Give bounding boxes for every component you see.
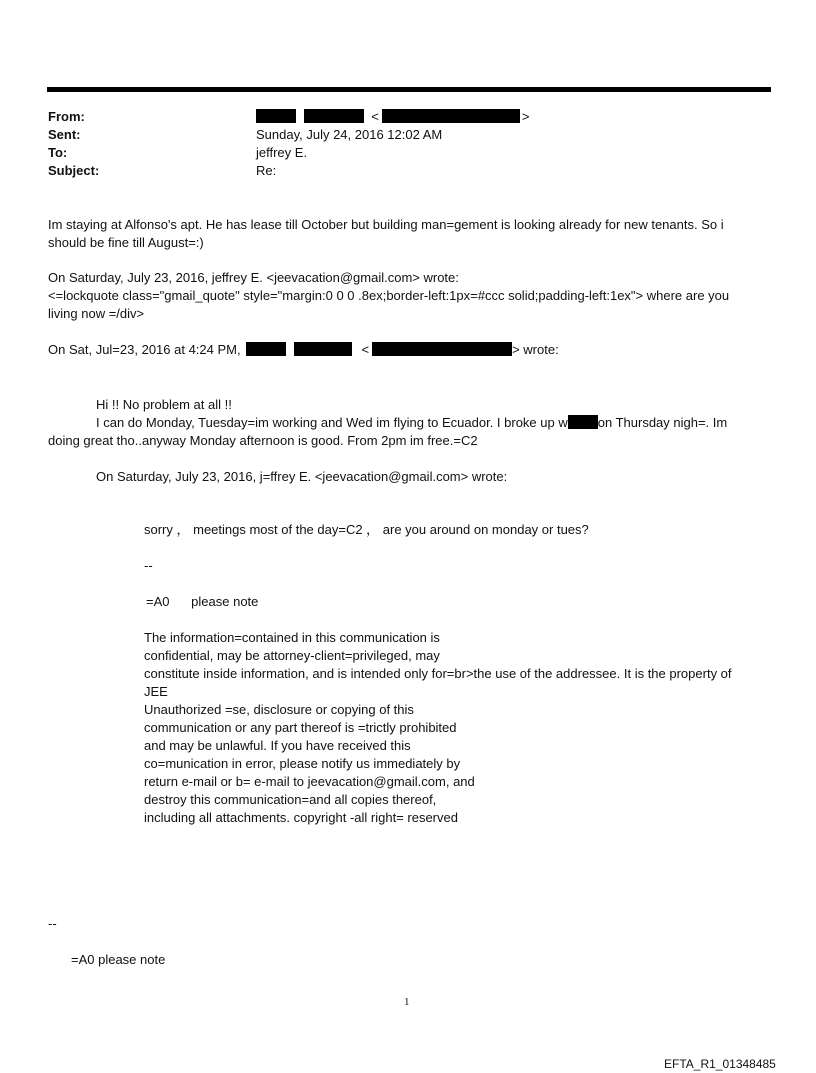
redaction-box bbox=[304, 109, 364, 123]
quote-1-line-3: doing great tho..anyway Monday afternoon is good. From 2pm im free.=C2 bbox=[48, 433, 478, 448]
subject-value: Re: bbox=[256, 163, 277, 178]
disclaimer-line: constitute inside information, and is intended only for=br>the use of the addressee. It is the property of bbox=[144, 666, 732, 681]
attribution-open-bracket: < bbox=[361, 342, 370, 357]
disclaimer-line: return e-mail or b= e-mail to jeevacation@gmail.com, and bbox=[144, 774, 475, 789]
redaction-box bbox=[246, 342, 286, 356]
subject-label: Subject: bbox=[48, 163, 100, 178]
disclaimer-line: and may be unlawful. If you have received this bbox=[144, 738, 411, 753]
from-close-bracket: > bbox=[521, 109, 530, 124]
redaction-box bbox=[256, 109, 296, 123]
footer-note: =A0 please note bbox=[71, 952, 166, 967]
disclaimer-line: Unauthorized =se, disclosure or copying of this bbox=[144, 702, 414, 717]
disclaimer-block bbox=[144, 629, 732, 827]
to-value: jeffrey E. bbox=[256, 145, 308, 160]
body-paragraph-2-line-2: <=lockquote class="gmail_quote" style="margin:0 0 0 .8ex;border-left:1px=#ccc solid;padding-left:1ex"> where are you bbox=[48, 288, 730, 303]
from-open-bracket: < bbox=[371, 109, 379, 124]
sent-label: Sent: bbox=[48, 127, 81, 142]
document-id: EFTA_R1_01348485 bbox=[664, 1057, 776, 1071]
redaction-box bbox=[382, 109, 520, 123]
quote-3-line-1: sorry ， meetings most of the day=C2 ， are you around on monday or tues? bbox=[144, 522, 589, 537]
quote-attribution-prefix: On Sat, Jul=23, 2016 at 4:24 PM, bbox=[48, 342, 241, 357]
attribution-suffix: > wrote: bbox=[512, 342, 559, 357]
body-paragraph-1-line-1: Im staying at Alfonso's apt. He has lease till October but building man=gement is looking already for new tenants. So i bbox=[48, 217, 724, 232]
redaction-box bbox=[372, 342, 512, 356]
header-rule bbox=[47, 87, 771, 92]
disclaimer-line: including all attachments. copyright -all right= reserved bbox=[144, 810, 458, 825]
disclaimer-line: confidential, may be attorney-client=privileged, may bbox=[144, 648, 440, 663]
quote-1-line-2-start: I can do Monday, Tuesday=im working and Wed im flying to Ecuador. I broke up w bbox=[96, 415, 568, 430]
quote-1-line-2 bbox=[96, 414, 727, 432]
quote-1-line-2-end: on Thursday nigh=. Im bbox=[597, 415, 728, 430]
body-paragraph-2-line-3: living now =/div> bbox=[48, 306, 145, 321]
quote-1-line-1: Hi !! No problem at all !! bbox=[96, 397, 232, 412]
footer-dashes: -- bbox=[48, 916, 57, 931]
disclaimer-line: communication or any part thereof is =trictly prohibited bbox=[144, 720, 457, 735]
to-label: To: bbox=[48, 145, 68, 160]
disclaimer-line: JEE bbox=[144, 684, 168, 699]
quote-3-note: =A0 please note bbox=[146, 594, 259, 609]
disclaimer-line: co=munication in error, please notify us immediately by bbox=[144, 756, 461, 771]
body-paragraph-1-line-2: should be fine till August=:) bbox=[48, 235, 204, 250]
body-paragraph-3 bbox=[48, 341, 559, 359]
sent-value: Sunday, July 24, 2016 12:02 AM bbox=[256, 127, 443, 142]
body-paragraph-2-line-1: On Saturday, July 23, 2016, jeffrey E. <jeevacation@gmail.com> wrote: bbox=[48, 270, 459, 285]
disclaimer-line: The information=contained in this communication is bbox=[144, 630, 440, 645]
quote-2-line-1: On Saturday, July 23, 2016, j=ffrey E. <jeevacation@gmail.com> wrote: bbox=[96, 469, 508, 484]
page-number: 1 bbox=[404, 996, 410, 1008]
quote-3-dashes: -- bbox=[144, 558, 153, 573]
from-label: From: bbox=[48, 109, 85, 124]
from-value bbox=[256, 109, 529, 124]
disclaimer-line: destroy this communication=and all copies thereof, bbox=[144, 792, 437, 807]
redaction-box bbox=[568, 415, 598, 429]
redaction-box bbox=[294, 342, 352, 356]
